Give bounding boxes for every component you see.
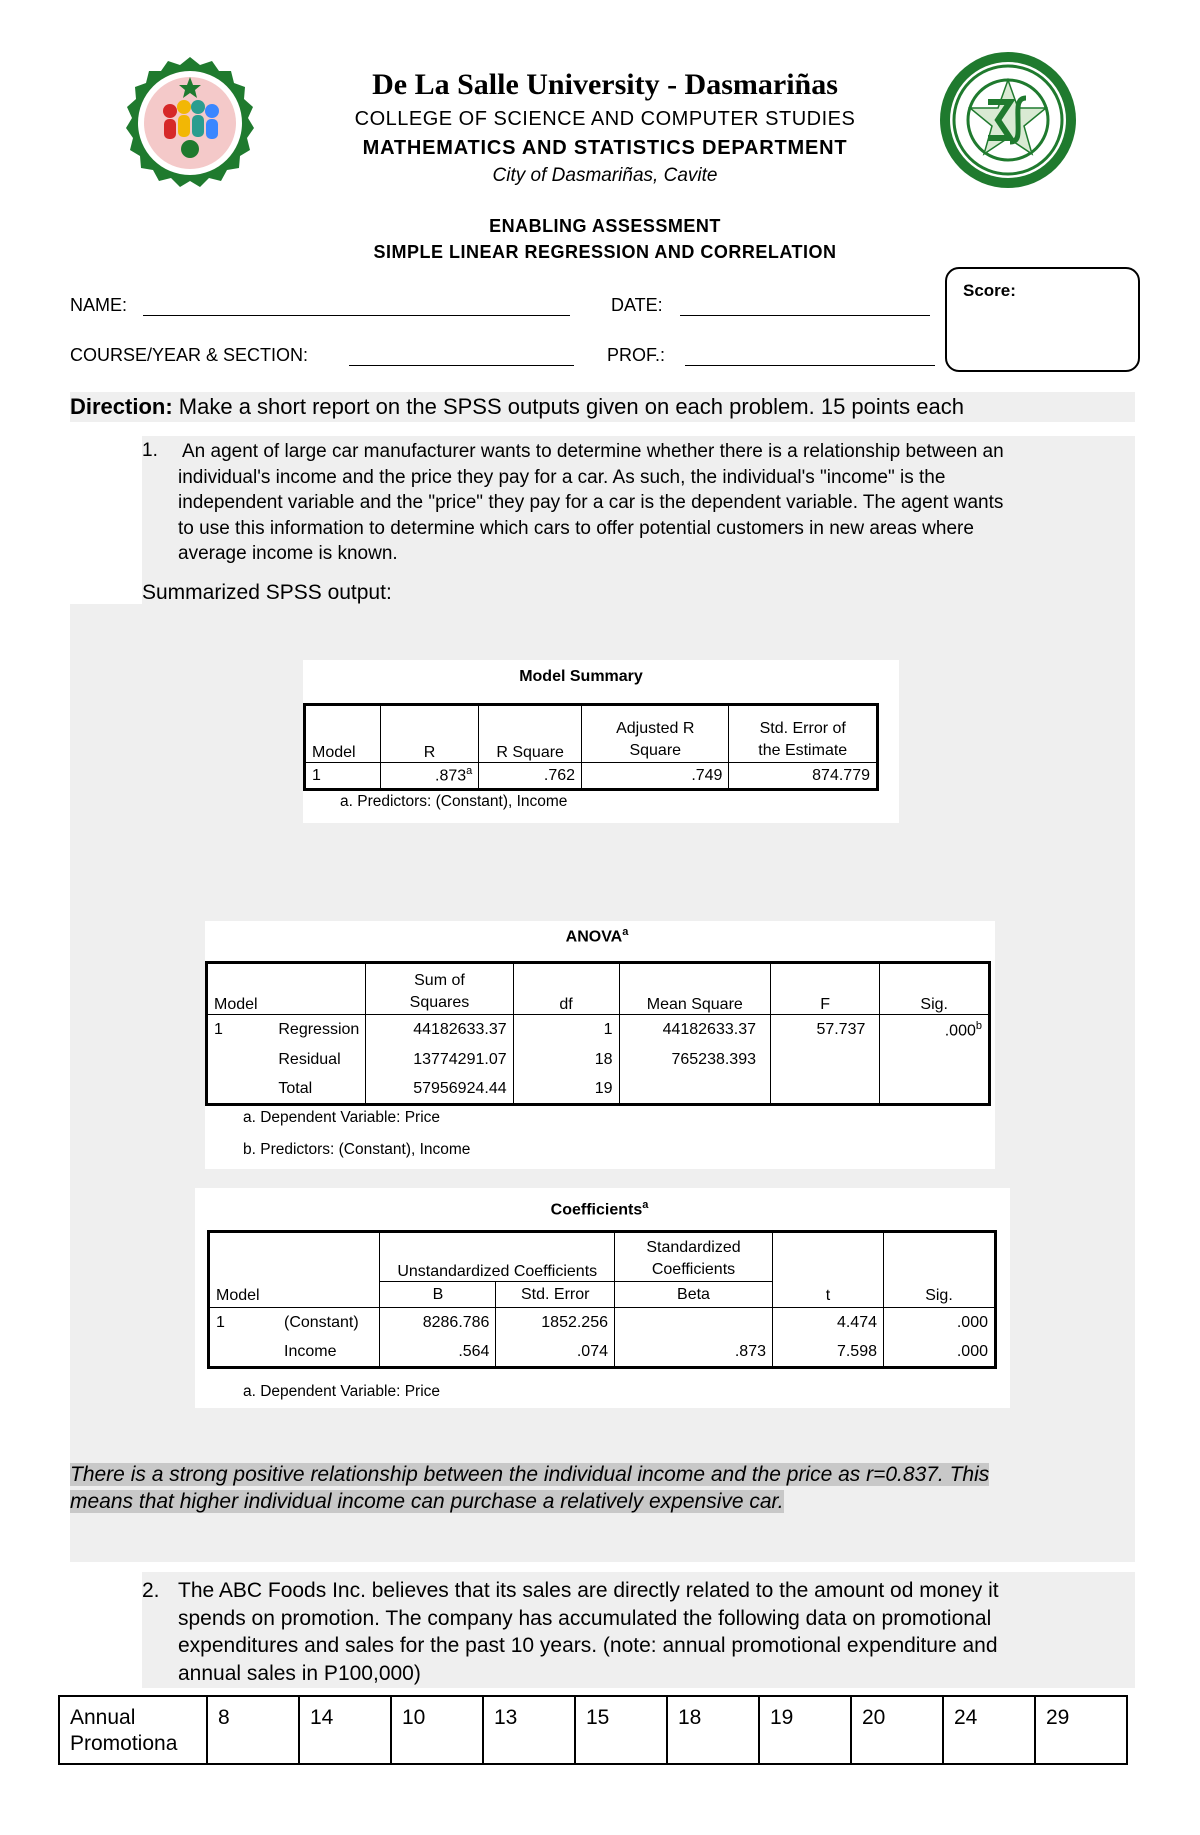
course-field[interactable] [349, 365, 574, 366]
header-sig: Sig. [884, 1232, 996, 1308]
problem1-line: average income is known. [178, 543, 398, 564]
header-f: F [771, 963, 880, 1015]
score-box[interactable] [945, 267, 1140, 372]
cell-adjusted-r-square: .749 [582, 763, 729, 790]
direction-text [70, 394, 964, 420]
problem2-line: The ABC Foods Inc. believes that its sales are directly related to the amount od money it [178, 1579, 999, 1602]
promotion-cell: 24 [943, 1696, 1035, 1764]
promotion-cell: 18 [667, 1696, 759, 1764]
header-adjusted-r-square: Adjusted R Square [582, 705, 729, 763]
summary-label: Summarized SPSS output: [142, 581, 392, 604]
header-b: B [380, 1282, 496, 1308]
direction-label: Direction: [70, 394, 173, 419]
problem1-line: to use this information to determine which cars to offer potential customers in new areas where [178, 517, 974, 539]
university-name: De La Salle University - Dasmariñas [372, 68, 838, 101]
problem2-line: spends on promotion. The company has accumulated the following data on promotional [178, 1606, 992, 1630]
coefficients-note: a. Dependent Variable: Price [243, 1383, 441, 1400]
header-mean-square: Mean Square [619, 963, 770, 1015]
cell-model: 1 [305, 763, 381, 790]
college-seal-icon [120, 55, 260, 195]
problem1-line: independent variable and the "price" they pay for a car is the dependent variable. The agent wants [178, 492, 1004, 513]
table-row: 1 (Constant) 8286.786 1852.256 4.474 .000 [209, 1308, 996, 1338]
promotion-row-label: Annual Promotiona [59, 1696, 207, 1764]
problem1-number: 1. [142, 440, 158, 461]
department-name: MATHEMATICS AND STATISTICS DEPARTMENT [362, 137, 848, 159]
header-beta: Beta [615, 1282, 773, 1308]
table-row: 1 Regression 44182633.37 1 44182633.37 57.737 .000$^b$ [207, 1015, 990, 1045]
problem1-line: An agent of large car manufacturer wants to determine whether there is a relationship between an [182, 441, 1004, 462]
model-summary-table [303, 703, 879, 791]
name-label: NAME: [70, 295, 128, 315]
promotion-table [58, 1695, 1128, 1765]
anova-note: a. Dependent Variable: Price [243, 1109, 441, 1126]
header-sum-of-squares: Sum of Squares [366, 963, 513, 1015]
document-title: SIMPLE LINEAR REGRESSION AND CORRELATION [373, 242, 837, 262]
table-row [59, 1696, 1127, 1764]
promotion-cell: 15 [575, 1696, 667, 1764]
header-model: Model [209, 1232, 380, 1308]
promotion-cell: 19 [759, 1696, 851, 1764]
department-seal-icon [938, 50, 1078, 190]
interpretation-line: means that higher individual income can purchase a relatively expensive car. [70, 1490, 784, 1513]
interpretation-text [70, 1461, 1120, 1515]
cell-r: .873$^a$ [380, 763, 478, 790]
promotion-cell: 29 [1035, 1696, 1127, 1764]
header-r-square: R Square [479, 705, 582, 763]
header-std-error: Std. Error of the Estimate [729, 705, 878, 763]
problem2-text [178, 1577, 1138, 1687]
problem2-line: expenditures and sales for the past 10 years. (note: annual promotional expenditure and [178, 1634, 998, 1657]
prof-field[interactable] [685, 365, 935, 366]
anova-note: b. Predictors: (Constant), Income [243, 1141, 471, 1158]
promotion-cell: 14 [299, 1696, 391, 1764]
problem1-text [178, 439, 1138, 567]
cell-r-square: .762 [479, 763, 582, 790]
promotion-cell: 20 [851, 1696, 943, 1764]
course-label: COURSE/YEAR & SECTION: [70, 345, 309, 365]
promotion-cell: 8 [207, 1696, 299, 1764]
problem2-number: 2. [142, 1579, 160, 1602]
model-summary-title: Model Summary [519, 668, 643, 685]
header-sig: Sig. [880, 963, 990, 1015]
score-label: Score: [963, 281, 1016, 300]
coefficients-table [207, 1230, 997, 1369]
problem2-line: annual sales in P100,000) [178, 1661, 421, 1685]
coefficients-panel [195, 1188, 1010, 1408]
name-field[interactable] [143, 315, 570, 316]
model-summary-note: a. Predictors: (Constant), Income [340, 793, 568, 810]
promotion-cell: 13 [483, 1696, 575, 1764]
table-row: Income .564 .074 .873 7.598 .000 [209, 1338, 996, 1368]
header-r: R [380, 705, 478, 763]
header-model: Model [305, 705, 381, 763]
header-t: t [773, 1232, 884, 1308]
direction-body: Make a short report on the SPSS outputs given on each problem. 15 points each [172, 394, 964, 419]
table-row: Total 57956924.44 19 [207, 1075, 990, 1105]
problem1-line: individual's income and the price they pay for a car. As such, the individual's "income" is the [178, 466, 946, 488]
coefficients-title: Coefficients$^a$ [550, 1199, 649, 1219]
table-row: Residual 13774291.07 18 765238.393 [207, 1045, 990, 1075]
document-type: ENABLING ASSESSMENT [489, 216, 721, 236]
prof-label: PROF.: [607, 345, 666, 365]
header-unstandardized: Unstandardized Coefficients [380, 1232, 615, 1282]
anova-table [205, 961, 991, 1106]
header-std-error: Std. Error [496, 1282, 615, 1308]
college-name: COLLEGE OF SCIENCE AND COMPUTER STUDIES [354, 108, 856, 130]
anova-panel [205, 921, 995, 1169]
header-model: Model [207, 963, 366, 1015]
date-label: DATE: [611, 295, 663, 315]
cell-std-error: 874.779 [729, 763, 878, 790]
date-field[interactable] [680, 315, 930, 316]
model-summary-panel [303, 660, 899, 823]
header-df: df [513, 963, 619, 1015]
promotion-cell: 10 [391, 1696, 483, 1764]
city-name: City of Dasmariñas, Cavite [492, 165, 718, 186]
header-standardized: Standardized Coefficients [615, 1232, 773, 1282]
anova-title: ANOVA$^a$ [565, 926, 629, 946]
interpretation-line: There is a strong positive relationship between the individual income and the price as r=0.837. This [70, 1463, 990, 1486]
